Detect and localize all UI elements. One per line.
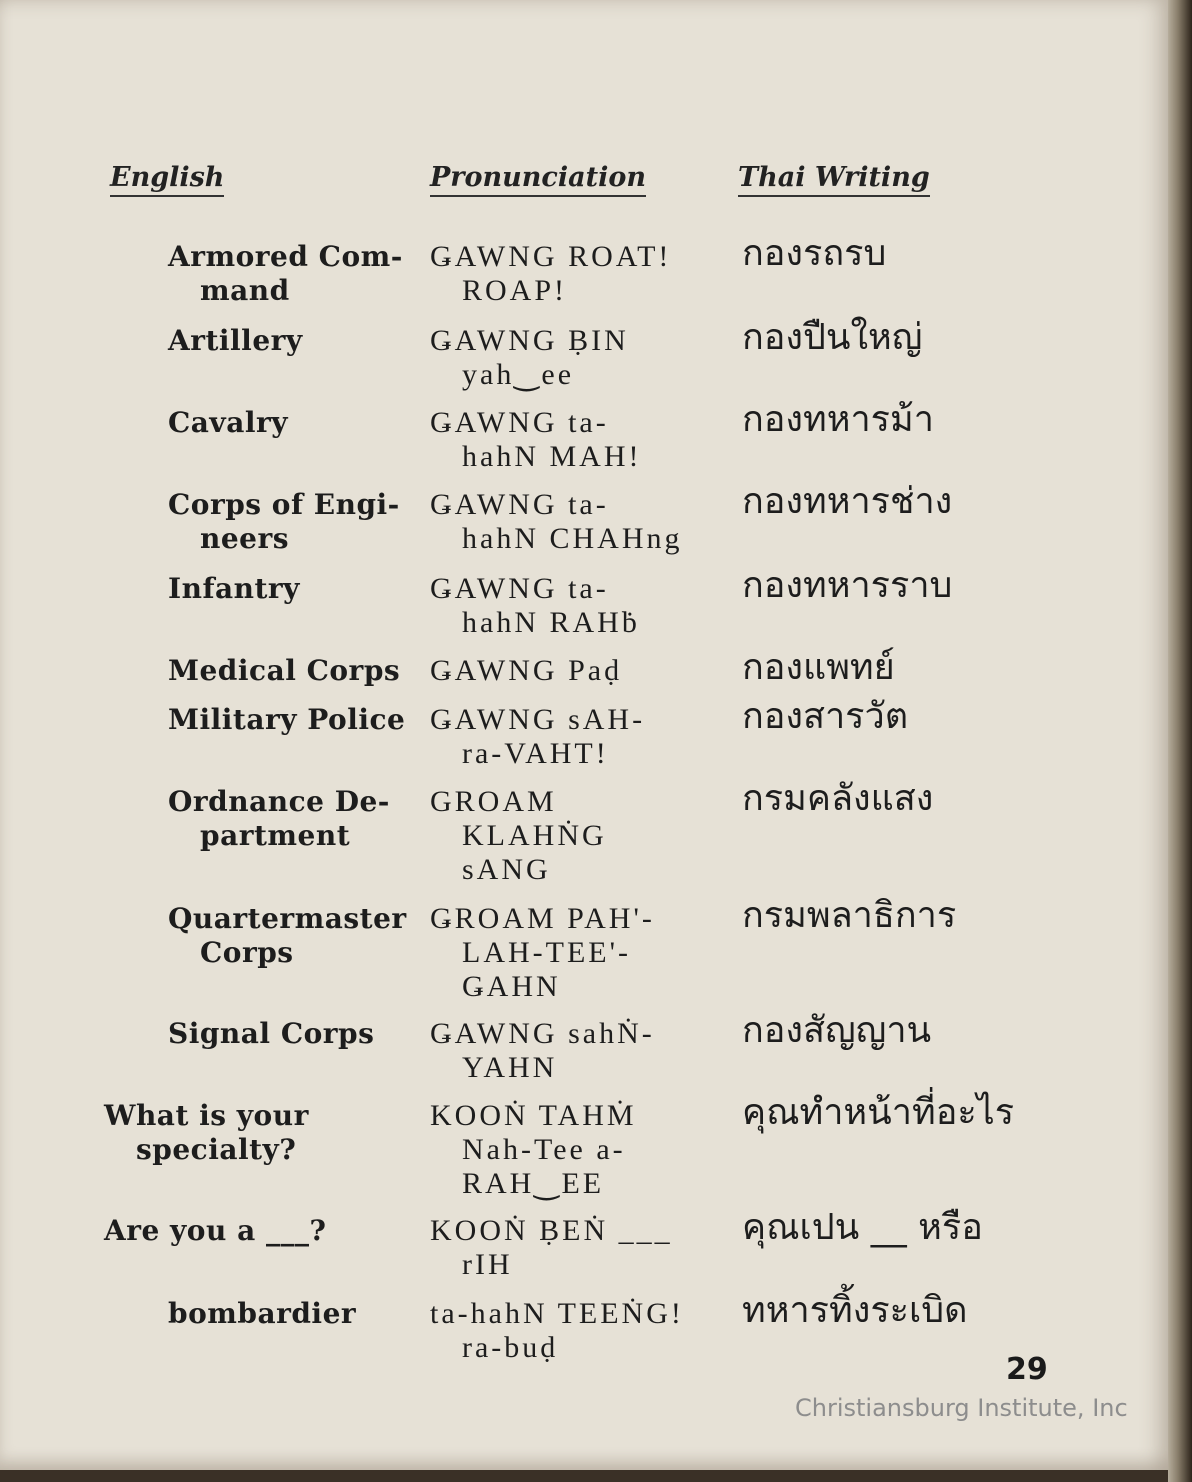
pronunciation: ǤAWNG ROAT! [430,240,672,273]
english-term-cont: specialty? [136,1133,297,1166]
thai-writing: กองแพทย์ [742,647,895,688]
english-term-cont: partment [200,819,351,852]
english-term: Corps of Engi- [168,488,400,521]
english-term: Cavalry [168,406,288,439]
pronunciation: ǤAWNG sahṄ- [430,1017,655,1050]
pronunciation: ta-hahN TEEṄG! [430,1297,684,1330]
header-thai-writing: Thai Writing [738,162,930,197]
thai-writing: ทหารทิ้งระเบิด [742,1290,968,1331]
thai-writing: กองทหารม้า [742,399,934,440]
pronunciation: KOOṄ ḄEṄ ___ [430,1214,673,1247]
english-term: Infantry [168,572,300,605]
pronunciation: ǤAWNG sAH- [430,703,646,736]
pronunciation-cont: hahN RAHḃ [462,606,640,639]
pronunciation: ǤAWNG ta- [430,406,609,439]
pronunciation-cont: ǤAHN [462,970,561,1003]
english-term: What is your [104,1099,309,1132]
english-term: bombardier [168,1297,357,1330]
pronunciation-cont: Nah-Tee a- [462,1133,626,1166]
english-term: Armored Com- [168,240,403,273]
pronunciation: ǤAWNG Paḍ [430,654,623,687]
thai-writing: กองรถรบ [742,233,887,274]
english-term: Are you a ___? [104,1214,327,1247]
english-term-cont: mand [200,274,290,307]
english-term: Medical Corps [168,654,401,687]
pronunciation-cont: rIH [462,1248,513,1281]
pronunciation-cont: ra-buḍ [462,1331,559,1364]
thai-writing: กรมพลาธิการ [742,895,957,936]
pronunciation-cont: ROAP! [462,274,568,307]
header-pronunciation: Pronunciation [430,162,646,197]
pronunciation: ǤAWNG ḄIN [430,324,629,357]
thai-writing: กองปืนใหญ่ [742,317,923,358]
pronunciation-cont: sANG [462,853,551,886]
pronunciation-cont: RAH‿EE [462,1167,605,1200]
english-term: Signal Corps [168,1017,375,1050]
header-english: English [110,162,224,197]
thai-writing: กองสารวัต [742,696,909,737]
english-term-cont: neers [200,522,290,555]
thai-writing: กองสัญญาน [742,1010,932,1051]
thai-writing: คุณเปน __ หรือ [742,1207,983,1248]
thai-writing: กองทหารช่าง [742,481,953,522]
english-term-cont: Corps [200,936,294,969]
pronunciation: KOOṄ TAHṀ [430,1099,637,1132]
pronunciation-cont: YAHN [462,1051,558,1084]
page-edge [1168,0,1192,1482]
pronunciation-cont: yah‿ee [462,358,575,391]
english-term: Quartermaster [168,902,407,935]
page-number: 29 [1006,1352,1048,1387]
english-term: Artillery [168,324,303,357]
english-term: Military Police [168,703,406,736]
watermark: Christiansburg Institute, Inc [795,1394,1128,1422]
pronunciation: ǤAWNG ta- [430,572,609,605]
pronunciation: GROAM [430,785,557,818]
pronunciation-cont: KLAHṄG [462,819,607,852]
pronunciation: ǤROAM PAH'- [430,902,655,935]
pronunciation-cont: hahN CHAHng [462,522,683,555]
thai-writing: กรมคลังแสง [742,778,934,819]
pronunciation-cont: ra-VAHT! [462,737,609,770]
thai-writing: คุณทำหน้าที่อะไร [742,1092,1015,1133]
english-term: Ordnance De- [168,785,390,818]
pronunciation-cont: hahN MAH! [462,440,642,473]
pronunciation: ǤAWNG ta- [430,488,609,521]
thai-writing: กองทหารราบ [742,565,953,606]
pronunciation-cont: LAH-TEE'- [462,936,632,969]
